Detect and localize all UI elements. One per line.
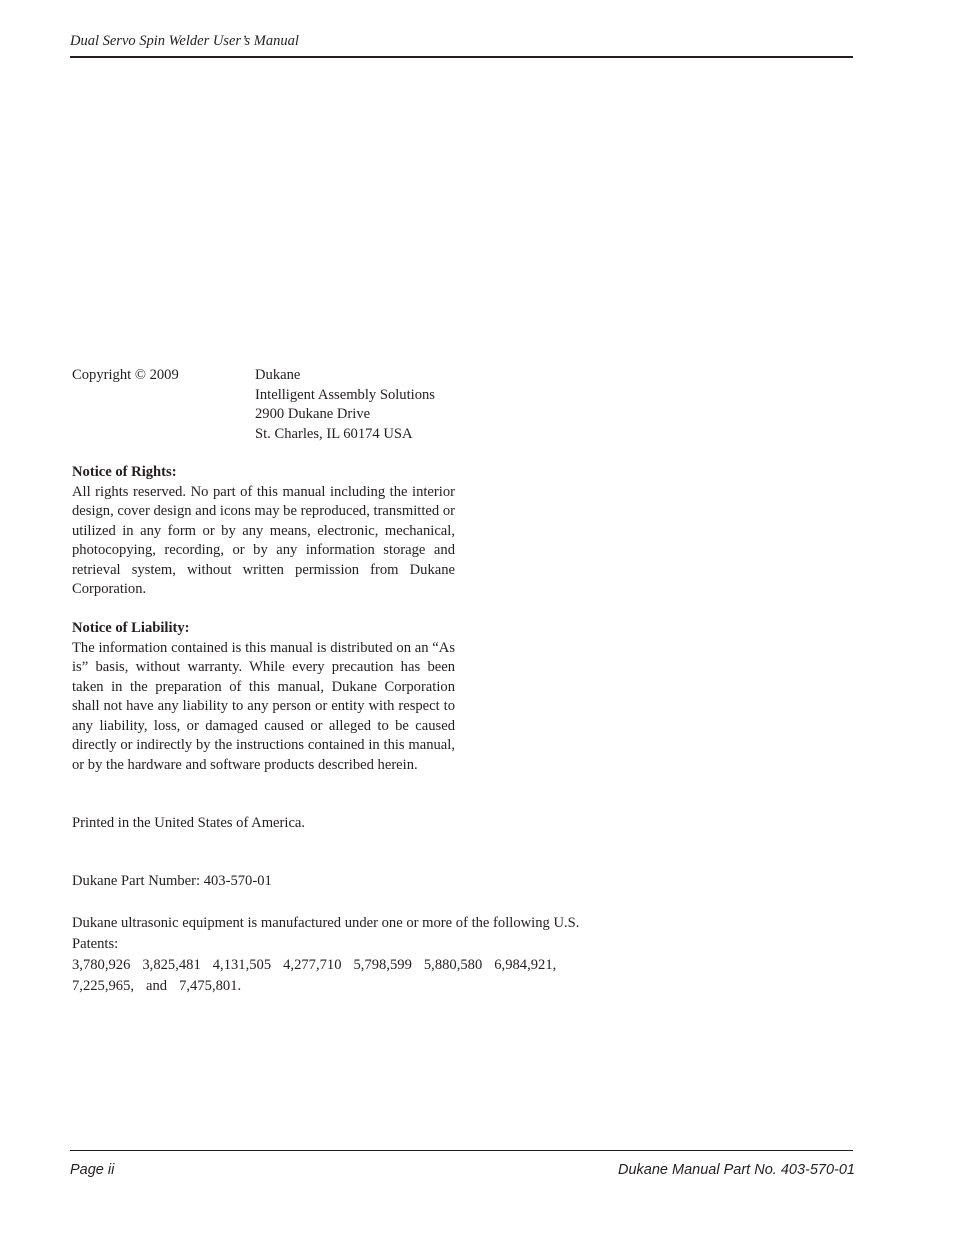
printed-in-statement: Printed in the United States of America. bbox=[72, 815, 306, 831]
patent-number: 4,277,710 bbox=[283, 957, 342, 973]
patent-number: 7,225,965, bbox=[72, 978, 135, 994]
notice-of-liability-text: The information contained is this manual is distributed on an “As is” basis, without warranty. While every precaution has been taken in the preparation of this manual, Dukane Corporation shall not have any liability to any person or entity with respect to any liability, loss, or damaged caused or alleged to be caused directly or indirectly by the instructions contained in this manual, or by the hardware and software products described herein. bbox=[72, 639, 455, 773]
footer-rule bbox=[70, 1150, 853, 1151]
address-line: Dukane bbox=[255, 367, 301, 383]
notice-of-rights-text: All rights reserved. No part of this manual including the interior design, cover design and icons may be reproduced, transmitted or utilized in any form or by any means, electronic, mechanical, photocopying, recording, or by any information storage and retrieval system, without written permission from Dukane Corporation. bbox=[72, 483, 455, 597]
patent-number: 3,825,481 bbox=[142, 957, 201, 973]
patents-section bbox=[72, 913, 612, 997]
company-address bbox=[255, 366, 435, 444]
footer-manual-part-number: Dukane Manual Part No. 403-570-01 bbox=[618, 1162, 855, 1178]
patent-list-line-1 bbox=[72, 955, 612, 976]
copyright-line: Copyright © 2009 bbox=[72, 367, 179, 383]
part-number: Dukane Part Number: 403-570-01 bbox=[72, 873, 272, 889]
header-rule bbox=[70, 56, 853, 58]
address-line: Intelligent Assembly Solutions bbox=[255, 386, 435, 403]
patents-intro: Dukane ultrasonic equipment is manufactured under one or more of the following U.S. Patents: bbox=[72, 915, 580, 952]
patent-number: 7,475,801. bbox=[179, 978, 242, 994]
running-header-title: Dual Servo Spin Welder User’s Manual bbox=[70, 33, 299, 49]
patent-list-line-2 bbox=[72, 976, 612, 997]
notice-of-rights-heading: Notice of Rights: bbox=[72, 464, 177, 480]
patent-number: 3,780,926 bbox=[72, 957, 131, 973]
patent-number: 6,984,921, bbox=[494, 957, 557, 973]
page-number: Page ii bbox=[70, 1162, 115, 1178]
patent-number: 4,131,505 bbox=[212, 957, 272, 973]
patent-number: 5,798,599 bbox=[353, 957, 412, 973]
address-line: 2900 Dukane Drive bbox=[255, 406, 371, 422]
notice-of-rights bbox=[72, 463, 455, 600]
address-line: St. Charles, IL 60174 USA bbox=[255, 425, 413, 442]
patent-number: 5,880,580 bbox=[423, 957, 483, 973]
notice-of-liability-heading: Notice of Liability: bbox=[72, 620, 190, 636]
notice-of-liability bbox=[72, 619, 455, 775]
patent-conjunction: and bbox=[146, 978, 168, 994]
